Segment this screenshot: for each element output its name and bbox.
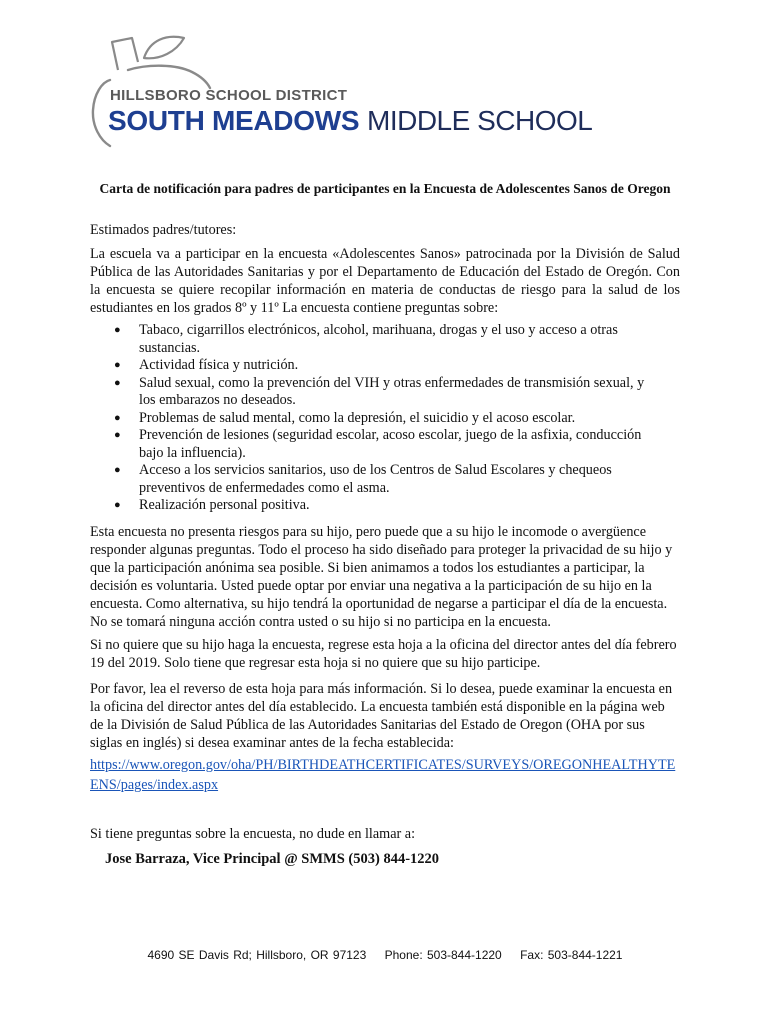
list-item: [90, 410, 680, 428]
school-logo: [88, 28, 593, 153]
bullet-icon: ●: [114, 411, 121, 424]
bullet-icon: ●: [114, 359, 121, 371]
intro-paragraph: La escuela va a participar en la encuesta «Adolescentes Sanos» patrocinada por la División de Salud Pública de las Autoridades Sanitarias y por el Departamento de Educación del Estado de Oregón. Con la encuesta se quiere recopilar información en materia de conductas de riesgo para la salud de los estudiantes en los grados 8º y 11º La encuesta contiene preguntas sobre:: [90, 246, 680, 316]
footer-fax: Fax: 503-844-1221: [520, 948, 623, 962]
topic-text: Salud sexual, como la prevención del VIH y otras enfermedades de transmisión sexual, y los embarazos no deseados.: [139, 374, 645, 408]
topic-text: Problemas de salud mental, como la depresión, el suicidio y el acoso escolar.: [139, 409, 576, 426]
topic-text: Actividad física y nutrición.: [139, 357, 299, 373]
survey-link[interactable]: https://www.oregon.gov/oha/PH/BIRTHDEATHCERTIFICATES/SURVEYS/OREGONHEALTHYTEENS/pages/index.aspx: [90, 757, 676, 793]
footer: [0, 948, 770, 962]
footer-phone: Phone: 503-844-1220: [384, 948, 502, 962]
contact-line: Jose Barraza, Vice Principal @ SMMS (503) 844-1220: [105, 851, 440, 867]
school-name-light: MIDDLE SCHOOL: [367, 105, 593, 136]
privacy-paragraph: Esta encuesta no presenta riesgos para su hijo, pero puede que a su hijo le incomode o avergüence responder algunas preguntas. Todo el proceso ha sido diseñado para proteger la privacidad de su hijo y que la participación anónima sea posible. Si bien animamos a todos los estudiantes a participar, la decisión es voluntaria. Usted puede optar por enviar una negativa a la participación de su hijo en la encuesta. Como alternativa, su hijo tendrá la oportunidad de negarse a participar el día de la encuesta. No se tomará ninguna acción contra usted o su hijo si no participa en la encuesta.: [90, 524, 673, 630]
questions-line: Si tiene preguntas sobre la encuesta, no dude en llamar a:: [90, 826, 416, 842]
list-item: [90, 497, 680, 515]
list-item: [90, 357, 680, 375]
letter-title: Carta de notificación para padres de participantes en la Encuesta de Adolescentes Sanos de Oregon: [99, 181, 671, 196]
topic-text: Realización personal positiva.: [139, 497, 310, 513]
more-info-paragraph: Por favor, lea el reverso de esta hoja para más información. Si lo desea, puede examinar la encuesta en la oficina del director antes del día establecido. La encuesta también está disponible en la página web de la División de Salud Pública de las Autoridades Sanitarias del Estado de Oregon (OHA por sus siglas en inglés) si desea examinar antes de la fecha establecida:: [90, 681, 673, 751]
list-item: [90, 375, 680, 410]
school-name: [108, 104, 592, 138]
school-name-bold: SOUTH MEADOWS: [108, 105, 360, 136]
bullet-icon: ●: [114, 464, 121, 476]
list-item: [90, 427, 680, 462]
topic-list: [90, 322, 680, 515]
list-item: [90, 462, 680, 497]
footer-address: 4690 SE Davis Rd; Hillsboro, OR 97123: [147, 948, 367, 962]
topic-text: Tabaco, cigarrillos electrónicos, alcohol, marihuana, drogas y el uso y acceso a otras sustancias.: [139, 322, 618, 356]
bullet-icon: ●: [114, 376, 121, 389]
list-item: [90, 322, 680, 357]
bullet-icon: ●: [114, 429, 121, 441]
topic-text: Prevención de lesiones (seguridad escolar, acoso escolar, juego de la asfixia, conducción bajo la influencia).: [139, 427, 642, 461]
greeting: Estimados padres/tutores:: [90, 222, 237, 238]
district-name: HILLSBORO SCHOOL DISTRICT: [110, 87, 348, 104]
bullet-icon: ●: [114, 499, 121, 511]
topic-text: Acceso a los servicios sanitarios, uso de los Centros de Salud Escolares y chequeos preventivos de enfermedades como el asma.: [139, 462, 612, 496]
return-notice-paragraph: Si no quiere que su hijo haga la encuesta, regrese esta hoja a la oficina del director antes del día febrero 19 del 2019. Solo tiene que regresar esta hoja si no quiere que su hijo participe.: [90, 637, 677, 671]
bullet-icon: ●: [114, 324, 121, 336]
